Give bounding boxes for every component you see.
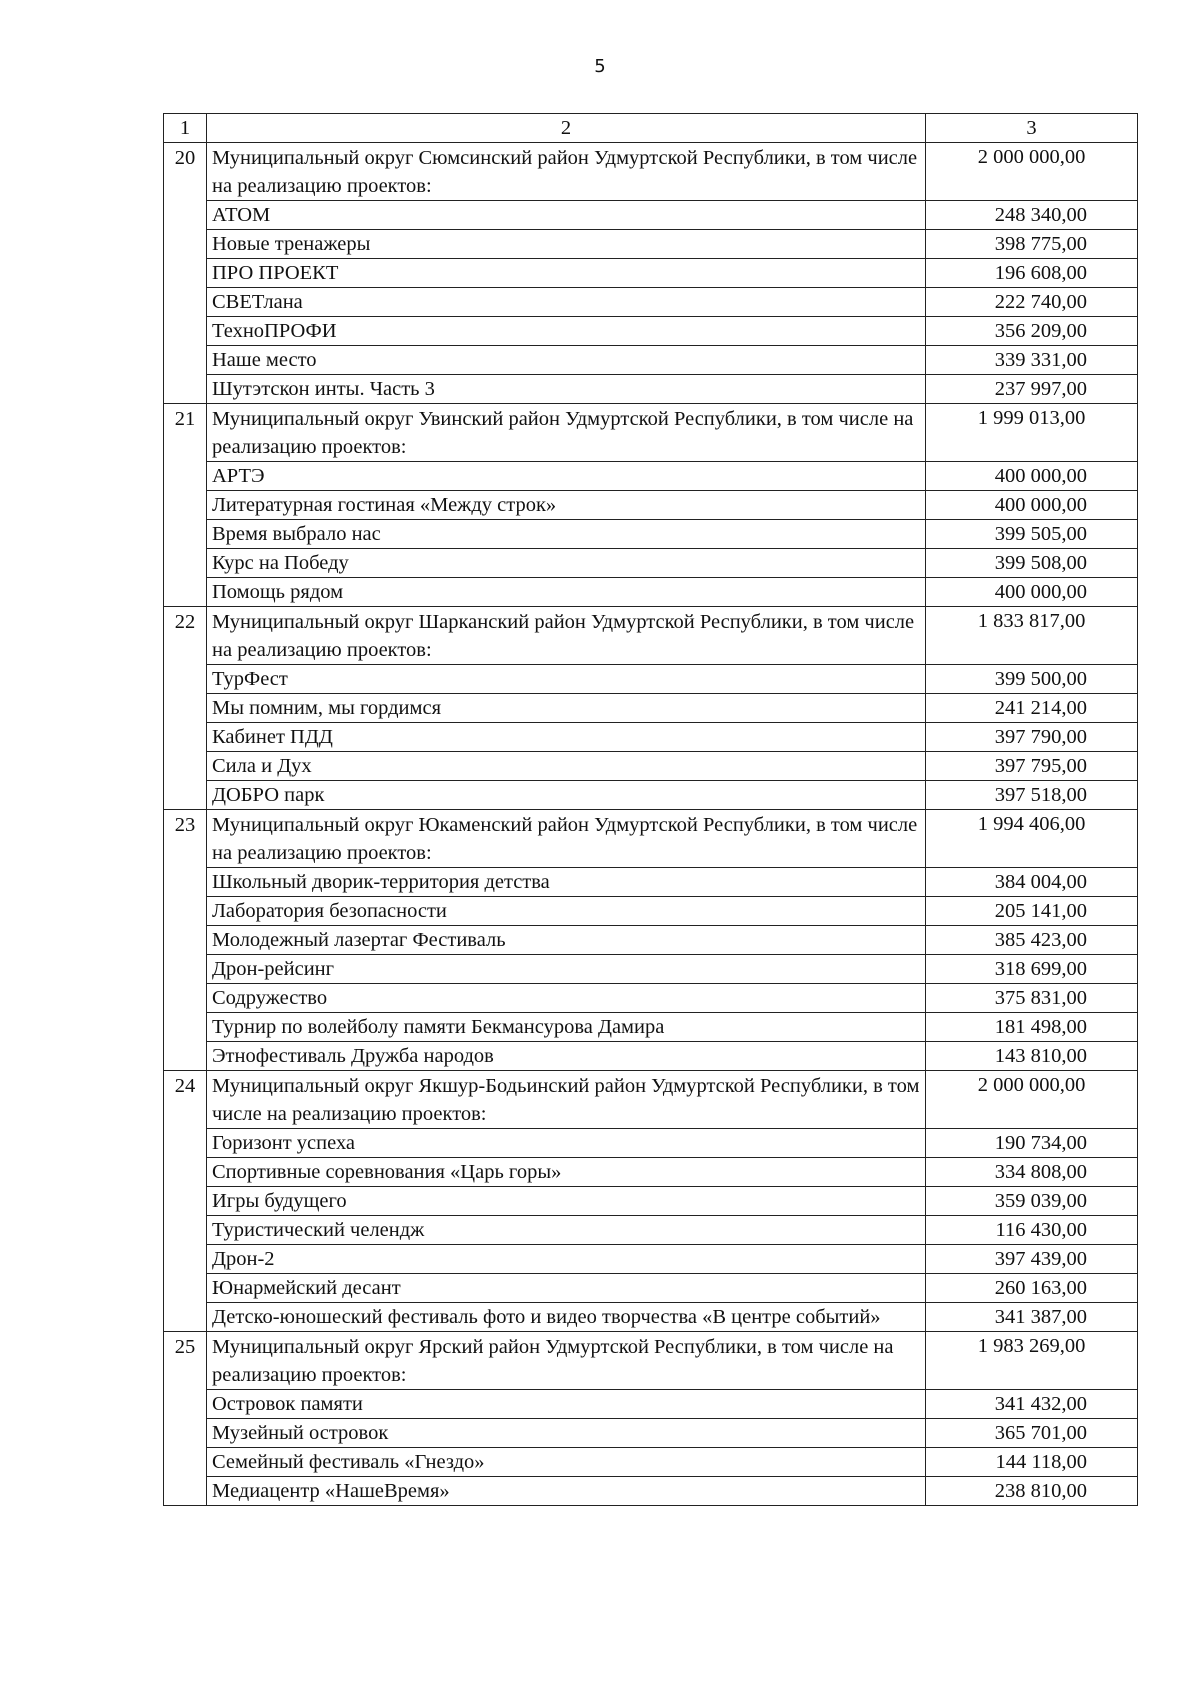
row-number-spacer xyxy=(164,694,207,723)
municipality-title: Муниципальный округ Сюмсинский район Удмуртской Республики, в том числе на реализацию проектов: xyxy=(207,143,926,201)
row-number: 20 xyxy=(164,143,207,201)
project-row xyxy=(164,375,1138,404)
project-row xyxy=(164,288,1138,317)
row-number-spacer xyxy=(164,1303,207,1332)
row-number-spacer xyxy=(164,897,207,926)
row-number-spacer xyxy=(164,781,207,810)
project-name: СВЕТлана xyxy=(207,288,926,317)
municipality-title: Муниципальный округ Шарканский район Удмуртской Республики, в том числе на реализацию проектов: xyxy=(207,607,926,665)
project-amount: 143 810,00 xyxy=(926,1042,1138,1071)
row-number-spacer xyxy=(164,1216,207,1245)
header-col-3: 3 xyxy=(926,114,1138,143)
row-number-spacer xyxy=(164,1419,207,1448)
project-name: Игры будущего xyxy=(207,1187,926,1216)
project-name: Островок памяти xyxy=(207,1390,926,1419)
project-name: Литературная гостиная «Между строк» xyxy=(207,491,926,520)
project-name: Детско-юношеский фестиваль фото и видео творчества «В центре событий» xyxy=(207,1303,926,1332)
project-name: Шутэтскон инты. Часть 3 xyxy=(207,375,926,404)
row-number: 24 xyxy=(164,1071,207,1129)
project-row xyxy=(164,549,1138,578)
municipality-total: 2 000 000,00 xyxy=(926,1071,1138,1129)
project-row xyxy=(164,868,1138,897)
project-amount: 400 000,00 xyxy=(926,578,1138,607)
project-amount: 238 810,00 xyxy=(926,1477,1138,1506)
row-number: 23 xyxy=(164,810,207,868)
project-amount: 399 505,00 xyxy=(926,520,1138,549)
project-name: Курс на Победу xyxy=(207,549,926,578)
row-number-spacer xyxy=(164,1245,207,1274)
row-number-spacer xyxy=(164,1477,207,1506)
project-name: Спортивные соревнования «Царь горы» xyxy=(207,1158,926,1187)
funding-table-body xyxy=(164,114,1138,1506)
row-number: 25 xyxy=(164,1332,207,1390)
municipality-total: 1 983 269,00 xyxy=(926,1332,1138,1390)
project-amount: 400 000,00 xyxy=(926,462,1138,491)
project-amount: 248 340,00 xyxy=(926,201,1138,230)
project-row xyxy=(164,1216,1138,1245)
row-number-spacer xyxy=(164,868,207,897)
project-row xyxy=(164,462,1138,491)
row-number-spacer xyxy=(164,1390,207,1419)
project-name: АТОМ xyxy=(207,201,926,230)
project-name: Лаборатория безопасности xyxy=(207,897,926,926)
project-row xyxy=(164,1419,1138,1448)
project-amount: 196 608,00 xyxy=(926,259,1138,288)
page-number: 5 xyxy=(594,56,606,77)
project-row xyxy=(164,578,1138,607)
municipality-title: Муниципальный округ Ярский район Удмуртской Республики, в том числе на реализацию проектов: xyxy=(207,1332,926,1390)
header-col-2: 2 xyxy=(207,114,926,143)
row-number-spacer xyxy=(164,317,207,346)
row-number-spacer xyxy=(164,1274,207,1303)
project-amount: 397 790,00 xyxy=(926,723,1138,752)
project-row xyxy=(164,1303,1138,1332)
project-row xyxy=(164,346,1138,375)
project-amount: 341 432,00 xyxy=(926,1390,1138,1419)
project-row xyxy=(164,1274,1138,1303)
row-number-spacer xyxy=(164,752,207,781)
project-name: Наше место xyxy=(207,346,926,375)
municipality-total: 1 833 817,00 xyxy=(926,607,1138,665)
row-number-spacer xyxy=(164,201,207,230)
project-name: Семейный фестиваль «Гнездо» xyxy=(207,1448,926,1477)
municipality-total: 1 999 013,00 xyxy=(926,404,1138,462)
project-row xyxy=(164,1013,1138,1042)
project-row xyxy=(164,1390,1138,1419)
project-row xyxy=(164,1448,1138,1477)
project-row xyxy=(164,723,1138,752)
row-number-spacer xyxy=(164,1129,207,1158)
project-amount: 399 508,00 xyxy=(926,549,1138,578)
project-amount: 400 000,00 xyxy=(926,491,1138,520)
project-amount: 181 498,00 xyxy=(926,1013,1138,1042)
project-row xyxy=(164,201,1138,230)
project-amount: 399 500,00 xyxy=(926,665,1138,694)
row-number-spacer xyxy=(164,955,207,984)
project-name: Турнир по волейболу памяти Бекмансурова Дамира xyxy=(207,1013,926,1042)
row-number-spacer xyxy=(164,230,207,259)
municipality-total: 1 994 406,00 xyxy=(926,810,1138,868)
project-row xyxy=(164,1477,1138,1506)
project-name: Дрон-рейсинг xyxy=(207,955,926,984)
project-row xyxy=(164,781,1138,810)
project-amount: 318 699,00 xyxy=(926,955,1138,984)
municipality-row xyxy=(164,404,1138,462)
row-number-spacer xyxy=(164,259,207,288)
project-name: Туристический челендж xyxy=(207,1216,926,1245)
municipality-title: Муниципальный округ Увинский район Удмуртской Республики, в том числе на реализацию проектов: xyxy=(207,404,926,462)
project-row xyxy=(164,1042,1138,1071)
row-number-spacer xyxy=(164,1042,207,1071)
project-name: Этнофестиваль Дружба народов xyxy=(207,1042,926,1071)
project-amount: 384 004,00 xyxy=(926,868,1138,897)
municipality-total: 2 000 000,00 xyxy=(926,143,1138,201)
project-row xyxy=(164,230,1138,259)
project-amount: 397 518,00 xyxy=(926,781,1138,810)
project-row xyxy=(164,520,1138,549)
project-name: ДОБРО парк xyxy=(207,781,926,810)
project-amount: 190 734,00 xyxy=(926,1129,1138,1158)
row-number-spacer xyxy=(164,1448,207,1477)
project-amount: 260 163,00 xyxy=(926,1274,1138,1303)
project-name: Музейный островок xyxy=(207,1419,926,1448)
project-name: Содружество xyxy=(207,984,926,1013)
row-number-spacer xyxy=(164,578,207,607)
project-amount: 334 808,00 xyxy=(926,1158,1138,1187)
municipality-row xyxy=(164,810,1138,868)
municipality-row xyxy=(164,1071,1138,1129)
project-amount: 116 430,00 xyxy=(926,1216,1138,1245)
project-row xyxy=(164,1158,1138,1187)
project-amount: 375 831,00 xyxy=(926,984,1138,1013)
project-amount: 237 997,00 xyxy=(926,375,1138,404)
project-amount: 385 423,00 xyxy=(926,926,1138,955)
project-amount: 341 387,00 xyxy=(926,1303,1138,1332)
project-amount: 339 331,00 xyxy=(926,346,1138,375)
row-number-spacer xyxy=(164,984,207,1013)
municipality-title: Муниципальный округ Якшур-Бодьинский район Удмуртской Республики, в том числе на реализацию проектов: xyxy=(207,1071,926,1129)
project-amount: 359 039,00 xyxy=(926,1187,1138,1216)
row-number-spacer xyxy=(164,926,207,955)
project-name: Молодежный лазертаг Фестиваль xyxy=(207,926,926,955)
project-name: Юнармейский десант xyxy=(207,1274,926,1303)
project-amount: 356 209,00 xyxy=(926,317,1138,346)
municipality-row xyxy=(164,1332,1138,1390)
project-name: Школьный дворик-территория детства xyxy=(207,868,926,897)
project-name: Помощь рядом xyxy=(207,578,926,607)
project-row xyxy=(164,1129,1138,1158)
row-number-spacer xyxy=(164,549,207,578)
municipality-title: Муниципальный округ Юкаменский район Удмуртской Республики, в том числе на реализацию проектов: xyxy=(207,810,926,868)
project-row xyxy=(164,317,1138,346)
project-name: ТурФест xyxy=(207,665,926,694)
row-number-spacer xyxy=(164,1187,207,1216)
project-name: Горизонт успеха xyxy=(207,1129,926,1158)
project-name: Медиацентр «НашеВремя» xyxy=(207,1477,926,1506)
project-name: Дрон-2 xyxy=(207,1245,926,1274)
project-row xyxy=(164,752,1138,781)
row-number-spacer xyxy=(164,1013,207,1042)
municipality-row xyxy=(164,143,1138,201)
project-row xyxy=(164,1187,1138,1216)
header-row xyxy=(164,114,1138,143)
project-row xyxy=(164,694,1138,723)
row-number: 22 xyxy=(164,607,207,665)
project-name: АРТЭ xyxy=(207,462,926,491)
row-number-spacer xyxy=(164,491,207,520)
project-amount: 144 118,00 xyxy=(926,1448,1138,1477)
project-amount: 398 775,00 xyxy=(926,230,1138,259)
project-row xyxy=(164,491,1138,520)
row-number-spacer xyxy=(164,375,207,404)
project-name: Кабинет ПДД xyxy=(207,723,926,752)
project-amount: 241 214,00 xyxy=(926,694,1138,723)
project-name: Мы помним, мы гордимся xyxy=(207,694,926,723)
project-name: Сила и Дух xyxy=(207,752,926,781)
project-amount: 205 141,00 xyxy=(926,897,1138,926)
project-row xyxy=(164,259,1138,288)
project-name: Новые тренажеры xyxy=(207,230,926,259)
municipality-row xyxy=(164,607,1138,665)
project-name: ТехноПРОФИ xyxy=(207,317,926,346)
row-number: 21 xyxy=(164,404,207,462)
project-row xyxy=(164,955,1138,984)
project-row xyxy=(164,984,1138,1013)
row-number-spacer xyxy=(164,1158,207,1187)
header-col-1: 1 xyxy=(164,114,207,143)
row-number-spacer xyxy=(164,288,207,317)
project-name: Время выбрало нас xyxy=(207,520,926,549)
row-number-spacer xyxy=(164,723,207,752)
project-row xyxy=(164,897,1138,926)
project-amount: 397 439,00 xyxy=(926,1245,1138,1274)
project-row xyxy=(164,1245,1138,1274)
row-number-spacer xyxy=(164,346,207,375)
project-amount: 397 795,00 xyxy=(926,752,1138,781)
row-number-spacer xyxy=(164,520,207,549)
project-name: ПРО ПРОЕКТ xyxy=(207,259,926,288)
project-amount: 365 701,00 xyxy=(926,1419,1138,1448)
funding-table xyxy=(163,113,1138,1506)
project-row xyxy=(164,926,1138,955)
row-number-spacer xyxy=(164,665,207,694)
row-number-spacer xyxy=(164,462,207,491)
project-row xyxy=(164,665,1138,694)
project-amount: 222 740,00 xyxy=(926,288,1138,317)
